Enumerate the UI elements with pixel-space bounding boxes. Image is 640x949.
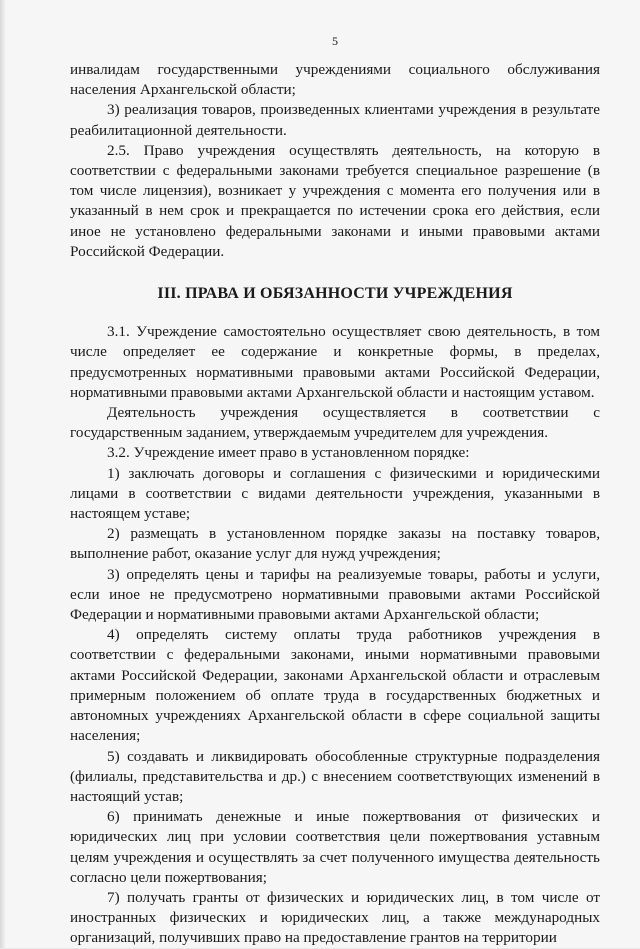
section-heading: III. ПРАВА И ОБЯЗАННОСТИ УЧРЕЖДЕНИЯ [157,285,513,303]
paragraph: 3.2. Учреждение имеет право в установленном порядке: [107,444,470,462]
section-paragraphs [70,322,600,948]
paragraph: 2.5. Право учреждения осуществлять деятельность, на которую в соответствии с федеральными законами требуется специальное разрешение (в том числе лицензия), возникает у учреждения с момента его получения или в указанный в нем срок и прекращается по истечении срока его действия, если иное не установлено федеральными законами и иными правовыми актами Российской Федерации. [70,141,600,260]
paragraph: 7) получать гранты от физических и юридических лиц, в том числе от иностранных физических и юридических лиц, а также международных организаций, получивших право на предоставление грантов на территории [70,888,600,947]
top-paragraphs [70,60,600,262]
paragraph: 6) принимать денежные и иные пожертвования от физических и юридических лиц при условии соответствия цели пожертвования уставным целям учреждения и осуществлять за счет полученного имущества деятельность согласно цели пожертвования; [70,808,600,886]
paragraph: Деятельность учреждения осуществляется в соответствии с государственным заданием, утверждаемым учредителем для учреждения. [70,404,600,442]
page-number: 5 [332,34,338,48]
paragraph: 2) размещать в установленном порядке заказы на поставку товаров, выполнение работ, оказание услуг для нужд учреждения; [70,525,600,563]
paragraph: 3.1. Учреждение самостоятельно осуществляет свою деятельность, в том числе определяет ее содержание и конкретные формы, в пределах, предусмотренных нормативными правовыми актами Российской Федерации, нормативными правовыми актами Архангельской области и настоящим уставом. [70,323,600,401]
paragraph: 5) создавать и ликвидировать обособленные структурные подразделения (филиалы, представительства и др.) с внесением соответствующих изменений в настоящий устав; [70,747,600,805]
paragraph: 3) определять цены и тарифы на реализуемые товары, работы и услуги, если иное не предусмотрено нормативными правовыми актами Российской Федерации и нормативными правовыми актами Архангельской области; [70,565,600,624]
paragraph: 3) реализация товаров, произведенных клиентами учреждения в результате реабилитационной деятельности. [70,101,600,139]
paragraph: 4) определять систему оплаты труда работников учреждения в соответствии с федеральными законами, иными нормативными правовыми актами Российской Федерации, законами Архангельской области и отраслевым примерным положением об оплате труда в государственных бюджетных и автономных учреждениях Архангельской области в сфере социальной защиты населения; [70,626,600,745]
paragraph: инвалидам государственными учреждениями социального обслуживания населения Архангельской области; [70,61,600,99]
paragraph: 1) заключать договоры и соглашения с физическими и юридическими лицами в соответствии с видами деятельности учреждения, указанными в настоящем уставе; [70,464,600,523]
